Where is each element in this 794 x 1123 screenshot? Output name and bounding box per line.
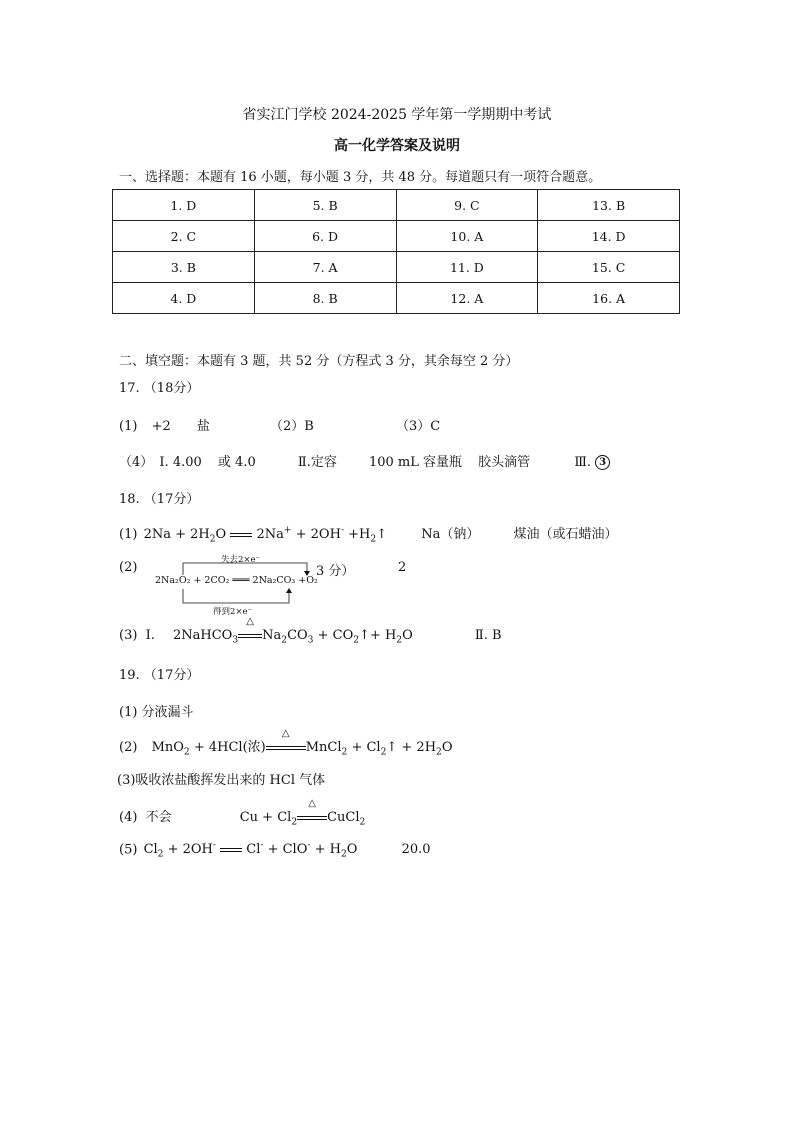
q17-p3: （3）C (396, 419, 441, 434)
electron-gained-label: 得到2×e⁻ (213, 607, 253, 617)
circled-number: 3 (595, 455, 610, 470)
q18-part-1 (119, 523, 618, 545)
eq-end: +H (348, 527, 371, 542)
q19-p2-equation: MnO$_2$ + 4HCl(浓) △ MnCl$_2$ + $Cl_2↑ + 2H_2O$ (151, 728, 453, 758)
answer-cell: 5. B (254, 190, 396, 221)
heat-equals-bar: △ (297, 810, 327, 825)
page-title: 省实江门学校 2024-2025 学年第一学期期中考试 (242, 107, 552, 123)
heat-equals-bar: △ (266, 740, 306, 755)
answer-row (113, 221, 680, 252)
q18-p1-num: (1) (119, 527, 138, 542)
q18-p3-i: Ⅰ. (145, 628, 155, 643)
section2-heading: 二、填空题：本题有 3 题，共 52 分（方程式 3 分，其余每空 2 分） (119, 354, 519, 369)
answer-cell: 3. B (113, 252, 255, 283)
electron-lost-label: 失去2×e⁻ (221, 555, 261, 565)
answer-cell: 4. D (113, 283, 255, 314)
q19-p5-answer: 20.0 (401, 842, 431, 858)
q19-p4-equation: $Cu + Cl_2$ △ CuCl$_2$ (239, 798, 366, 828)
answer-cell: 6. D (254, 221, 396, 252)
answer-row (113, 252, 680, 283)
redox-equation: 2Na₂O₂ + 2CO₂ ═══ 2Na₂CO₃ +O₂ (155, 575, 318, 586)
heat-equals-bar: △ (238, 628, 262, 643)
answer-cell: 10. A (396, 221, 538, 252)
q19-p2-num: (2) (119, 740, 138, 755)
q18-part-3 (119, 616, 502, 646)
q19-p4-answer: 不会 (145, 810, 172, 825)
q19-part-1: (1) 分液漏斗 (119, 705, 194, 720)
q18-p1-metal: Na（钠） (421, 527, 480, 542)
answer-cell: 12. A (396, 283, 538, 314)
q17-p2: （2）B (270, 419, 314, 434)
section1-heading: 一、选择题：本题有 16 小题，每小题 3 分，共 48 分。每道题只有一项符合题意。 (119, 170, 602, 185)
answer-row (113, 283, 680, 314)
eq-left: 2Na + 2H (143, 527, 210, 542)
q17-p4-i: Ⅰ. 4.00 (159, 455, 202, 470)
answer-cell: 13. B (538, 190, 680, 221)
page-subtitle: 高一化学答案及说明 (334, 138, 460, 154)
eq-tail: + 2OH (295, 527, 341, 542)
answer-cell: 16. A (538, 283, 680, 314)
q18-p2-answer: 2 (398, 560, 407, 575)
answer-cell: 8. B (254, 283, 396, 314)
q18-p3-ii: Ⅱ. B (474, 628, 502, 643)
answer-cell: 7. A (254, 252, 396, 283)
q17-p1-valence: +2 (151, 419, 171, 434)
q19-part-2 (119, 728, 453, 758)
q18-p2-score: 3 分） (316, 564, 355, 579)
q19-part-5 (119, 841, 431, 860)
q17-p4-ii-flask: 100 mL 容量瓶 (368, 455, 463, 470)
equals-bar (230, 527, 252, 542)
answer-cell: 11. D (396, 252, 538, 283)
q17-p1-num: (1) (119, 419, 138, 434)
q19-p5-equation: $Cl_2 + 2OH^-$ $Cl^- + ClO^- + H_2O$ (143, 841, 358, 860)
answer-row (113, 190, 680, 221)
q18-label: 18. （17分） (119, 492, 200, 507)
answer-cell: 14. D (538, 221, 680, 252)
q19-p5-num: (5) (119, 842, 138, 858)
q17-p4-num: （4） (119, 455, 154, 470)
q19-part-4 (119, 798, 366, 828)
q19-p4-num: (4) (119, 810, 138, 825)
q18-p2-num: (2) (119, 560, 138, 575)
q17-p4-i-alt: 或 4.0 (217, 455, 256, 470)
answer-cell: 2. C (113, 221, 255, 252)
q17-part-4 (119, 451, 610, 470)
eq-right: 2Na (256, 527, 284, 542)
answer-table (112, 189, 680, 314)
redox-diagram (155, 553, 325, 615)
q19-label: 19. （17分） (119, 668, 200, 683)
q17-p4-ii-dropper: 胶头滴管 (478, 455, 531, 470)
answer-cell: 1. D (113, 190, 255, 221)
answer-cell: 15. C (538, 252, 680, 283)
answer-cell: 9. C (396, 190, 538, 221)
q17-label: 17. （18分） (119, 381, 200, 396)
q17-p4-iii: Ⅲ. (574, 455, 591, 470)
equals-bar (220, 842, 242, 857)
q18-p1-equation: $2Na + 2H_2O$ $2Na^+ + 2OH^- +H_2↑$ (143, 525, 392, 545)
q19-part-3: (3)吸收浓盐酸挥发出来的 HCl 气体 (117, 773, 326, 788)
q17-p1-class: 盐 (196, 419, 210, 434)
q17-parts-1-3 (119, 415, 440, 434)
q17-p4-ii: Ⅱ.定容 (297, 455, 337, 470)
q18-p3-equation: 2NaHCO$_3$ △ $Na_2CO_3$ + $CO_2↑+ H_2O$ (172, 616, 413, 646)
q18-p3-num: (3) (119, 628, 138, 643)
q18-p1-storage: 煤油（或石蜡油） (513, 527, 618, 542)
